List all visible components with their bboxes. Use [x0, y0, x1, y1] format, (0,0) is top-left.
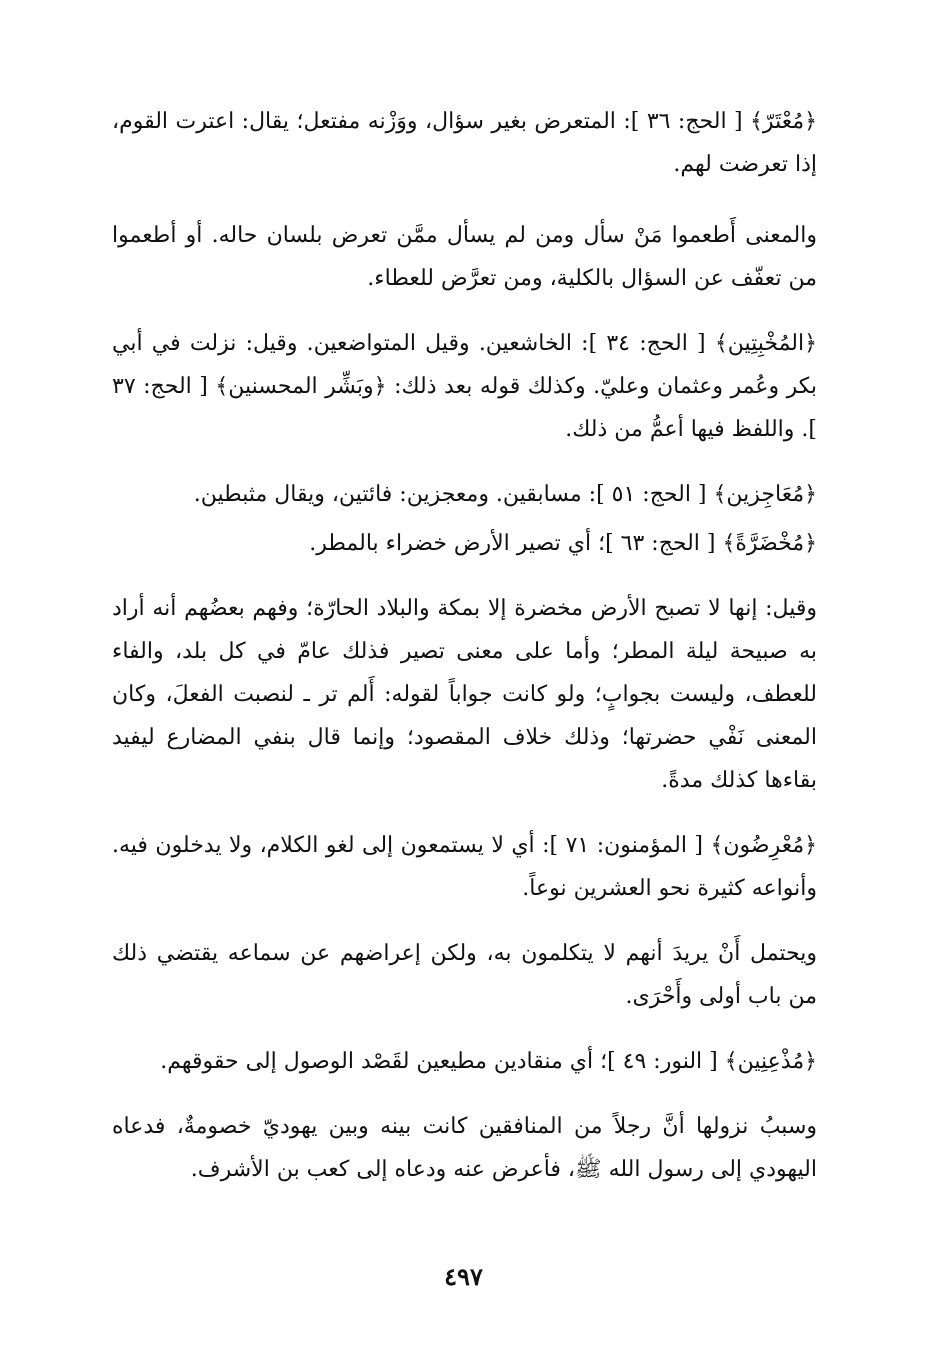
- entry-mudhinin: ﴿مُذْعِنِين﴾ [ النور: ٤٩ ]؛ أي منقادين مطيعين لقَصْد الوصول إلى حقوقهم.: [160, 1049, 817, 1074]
- entry-muajizin: ﴿مُعَاجِزين﴾ [ الحج: ٥١ ]: مسابقين. ومعجزين: فائتين، ويقال مثبطين.: [193, 482, 817, 507]
- entry-mutarr: ﴿مُعْتَرّ﴾ [ الحج: ٣٦ ]: المتعرض بغير سؤال، ووَزْنه مفتعل؛ يقال: اعترت القوم، إذا تعرضت لهم.: [112, 109, 817, 177]
- commentary-paragraph: وقيل: إنها لا تصبح الأرض مخضرة إلا بمكة والبلاد الحارّة؛ وفهم بعضُهم أنه أراد به صبيحة ليلة المطر؛ وأما على معنى تصير فذلك عامّ في كل بلد، والفاء للعطف، وليست بجوابٍ؛ ولو كانت جواباً لقوله: أَلم تر ـ لنصبت الفعلَ، وكان المعنى نَفْي حضرتها؛ وذلك خلاف المقصود؛ وإنما قال بنفي المضارع ليفيد بقاءها كذلك مدةً.: [112, 596, 817, 793]
- entry-mukhbitin: ﴿المُخْبِتِين﴾ [ الحج: ٣٤ ]: الخاشعين. وقيل المتواضعين. وقيل: نزلت في أبي بكر وعُمر وعثمان وعليّ. وكذلك قوله بعد ذلك: ﴿وبَشِّر المحسنين﴾ [ الحج: ٣٧ ]. واللفظ فيها أعمُّ من ذلك.: [112, 331, 817, 442]
- commentary-paragraph-2: ويحتمل أَنْ يريدَ أنهم لا يتكلمون به، ولكن إعراضهم عن سماعه يقتضي ذلك من باب أولى وأَحْرَى.: [112, 941, 817, 1009]
- entry-muridun: ﴿مُعْرِضُون﴾ [ المؤمنون: ٧١ ]: أي لا يستمعون إلى لغو الكلام، ولا يدخلون فيه. وأنواعه كثيرة نحو العشرين نوعاً.: [112, 833, 818, 901]
- explanation-paragraph: والمعنى أَطعموا مَنْ سأل ومن لم يسأل ممَّن تعرض بلسان حاله. أو أطعموا من تعفّف عن السؤال بالكلية، ومن تعرَّض للعطاء.: [112, 223, 817, 291]
- page-number: ٤٩٧: [444, 1262, 483, 1291]
- page-body: [112, 100, 817, 1213]
- entry-mukhdarra: ﴿مُخْضَرَّةً﴾ [ الحج: ٦٣ ]؛ أي تصير الأرض خضراء بالمطر.: [309, 531, 817, 556]
- occasion-paragraph: وسببُ نزولها أنَّ رجلاً من المنافقين كانت بينه وبين يهوديّ خصومةٌ، فدعاه اليهودي إلى رسول الله ﷺ، فأعرض عنه ودعاه إلى كعب بن الأشرف.: [112, 1114, 817, 1182]
